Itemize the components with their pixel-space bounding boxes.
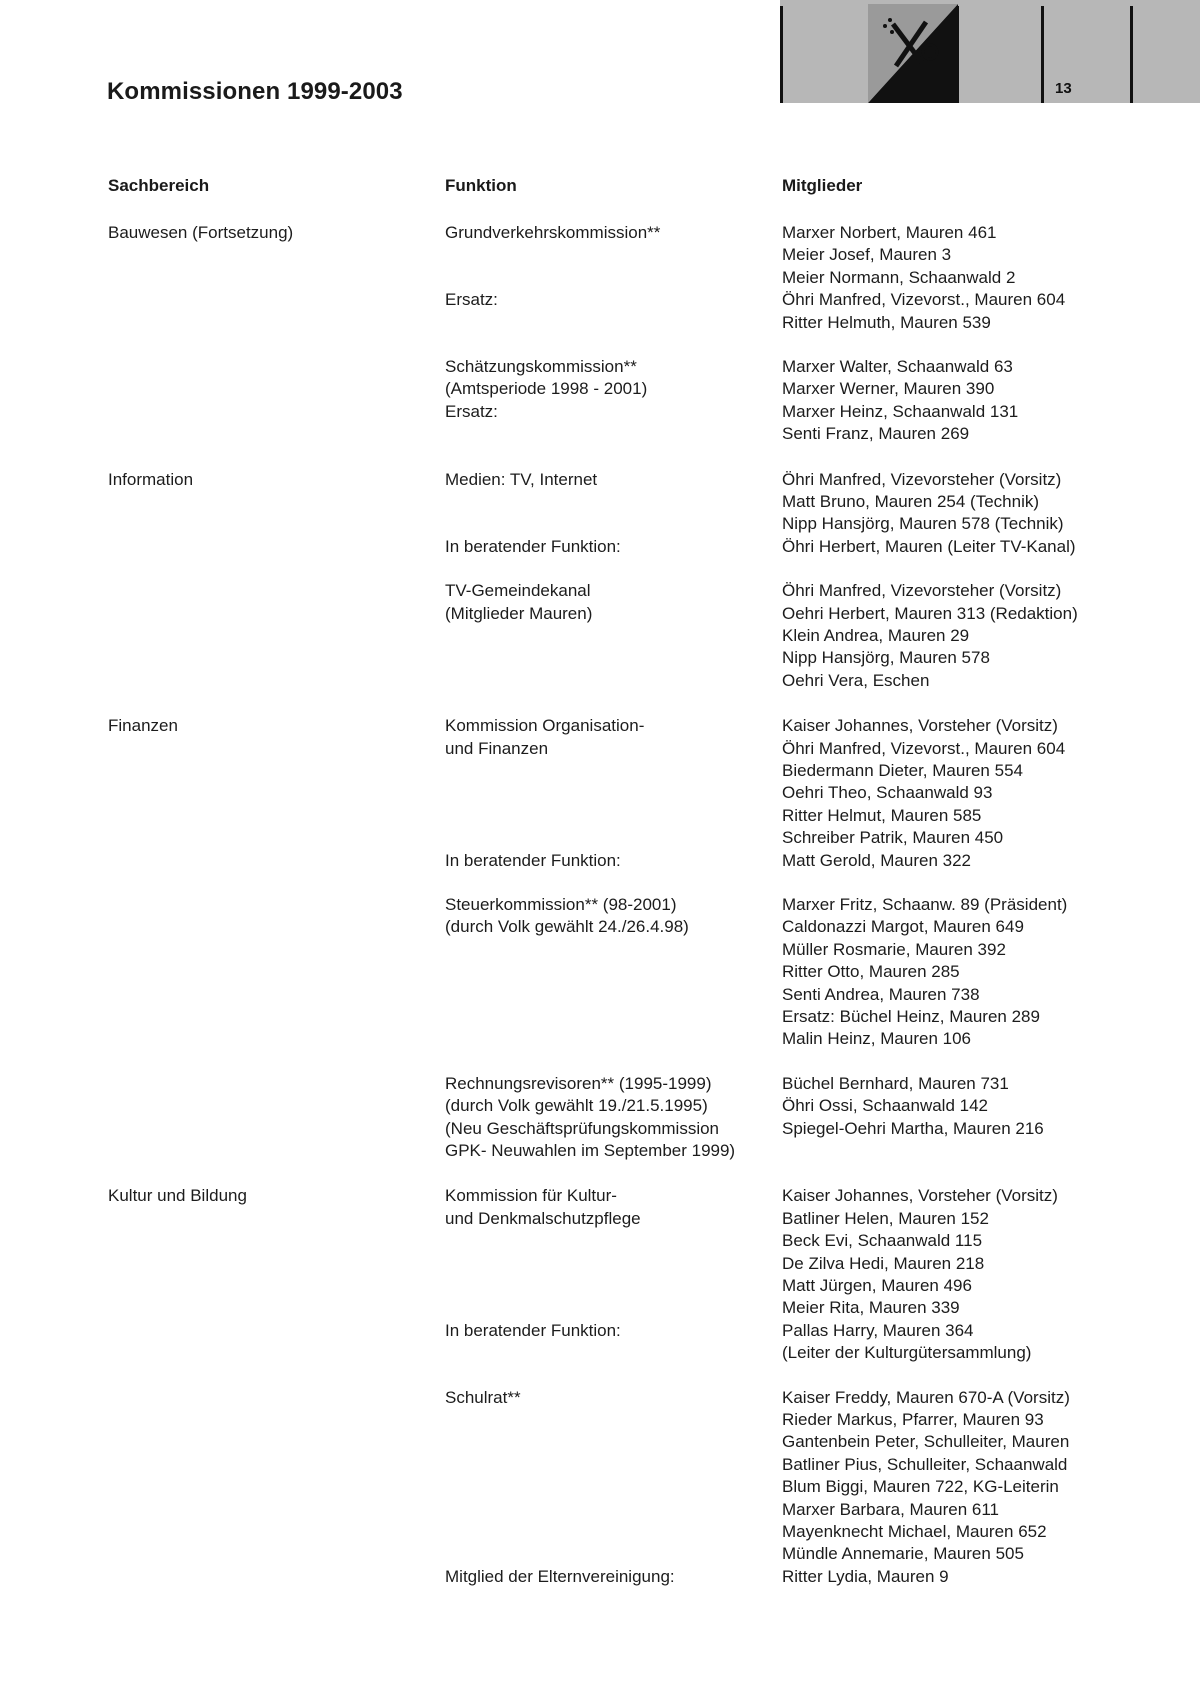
- mitglied-line: Mayenknecht Michael, Mauren 652: [782, 1521, 1047, 1541]
- funktion-line: [445, 423, 647, 445]
- mitglied-line: Öhri Herbert, Mauren (Leiter TV-Kanal): [782, 536, 1076, 556]
- mitglieder-cell: [782, 1073, 1044, 1163]
- mitglied-line: Marxer Heinz, Schaanwald 131: [782, 401, 1019, 421]
- mitglied-line: Malin Heinz, Mauren 106: [782, 1029, 971, 1049]
- funktion-line: [445, 1006, 689, 1028]
- banner-divider: [956, 6, 959, 103]
- mitglied-line: Nipp Hansjörg, Mauren 578: [782, 648, 990, 668]
- funktion-line: [445, 244, 660, 266]
- mitglied-line: Kaiser Johannes, Vorsteher (Vorsitz): [782, 1186, 1058, 1206]
- funktion-cell: [445, 715, 644, 872]
- mitglied-line: Marxer Norbert, Mauren 461: [782, 223, 997, 242]
- funktion-cell: [445, 222, 660, 334]
- funktion-line: [445, 670, 592, 692]
- funktion-line: Ersatz:: [445, 290, 498, 310]
- mitglied-line: Senti Franz, Mauren 269: [782, 424, 970, 444]
- mitglied-line: Marxer Barbara, Mauren 611: [782, 1499, 1000, 1519]
- funktion-line: [445, 760, 644, 782]
- commission-block: [0, 715, 1200, 872]
- banner-divider: [780, 6, 783, 103]
- funktion-line: [445, 805, 644, 827]
- funktion-line: [445, 961, 689, 983]
- mitglied-line: Nipp Hansjörg, Mauren 578 (Technik): [782, 514, 1064, 534]
- mitglied-line: Gantenbein Peter, Schulleiter, Mauren: [782, 1432, 1070, 1452]
- mitglied-line: Caldonazzi Margot, Mauren 649: [782, 917, 1024, 937]
- mitglied-line: Öhri Manfred, Vizevorst., Mauren 604: [782, 738, 1066, 758]
- mitglied-line: Kaiser Freddy, Mauren 670-A (Vorsitz): [782, 1387, 1070, 1407]
- funktion-line: [445, 1521, 675, 1543]
- funktion-line: [445, 1543, 675, 1565]
- commission-table: [0, 222, 1200, 1611]
- mitglied-line: Öhri Manfred, Vizevorsteher (Vorsitz): [782, 581, 1062, 601]
- mitglied-line: Kaiser Johannes, Vorsteher (Vorsitz): [782, 716, 1058, 736]
- funktion-line: [445, 1253, 641, 1275]
- sachbereich-label: Information: [108, 469, 194, 489]
- page-number: 13: [1055, 80, 1072, 97]
- mitglied-line: Batliner Helen, Mauren 152: [782, 1208, 989, 1228]
- header-mitglieder: Mitglieder: [782, 176, 863, 195]
- mitglied-line: Büchel Bernhard, Mauren 731: [782, 1073, 1009, 1093]
- mitglied-line: Meier Normann, Schaanwald 2: [782, 267, 1016, 287]
- mitglied-line: Oehri Theo, Schaanwald 93: [782, 783, 993, 803]
- mitglied-line: De Zilva Hedi, Mauren 218: [782, 1253, 985, 1273]
- page-title: Kommissionen 1999-2003: [107, 78, 403, 105]
- commission-block: [0, 1073, 1200, 1163]
- section: [0, 469, 1200, 693]
- sachbereich-label: Bauwesen (Fortsetzung): [108, 223, 294, 242]
- banner-divider: [1041, 6, 1044, 103]
- commission-block: [0, 580, 1200, 692]
- funktion-line: Schulrat**: [445, 1387, 521, 1407]
- funktion-line: Kommission für Kultur-: [445, 1186, 617, 1206]
- mitglied-line: Meier Josef, Mauren 3: [782, 245, 952, 265]
- mitglied-line: Matt Gerold, Mauren 322: [782, 850, 971, 870]
- funktion-line: und Denkmalschutzpflege: [445, 1208, 641, 1228]
- mitglied-line: Oehri Herbert, Mauren 313 (Redaktion): [782, 603, 1078, 623]
- mitglied-line: Batliner Pius, Schulleiter, Schaanwald: [782, 1454, 1068, 1474]
- mitglied-line: Marxer Werner, Mauren 390: [782, 379, 995, 399]
- funktion-line: In beratender Funktion:: [445, 1320, 621, 1340]
- funktion-line: [445, 647, 592, 669]
- mitglieder-cell: [782, 894, 1067, 1051]
- crest-icon: [868, 4, 958, 103]
- funktion-line: (Neu Geschäftsprüfungskommission: [445, 1118, 720, 1138]
- mitglieder-cell: [782, 469, 1076, 559]
- funktion-line: [445, 513, 621, 535]
- header-sachbereich: Sachbereich: [108, 176, 210, 195]
- funktion-line: (Mitglieder Mauren): [445, 603, 593, 623]
- mitglied-line: Müller Rosmarie, Mauren 392: [782, 939, 1006, 959]
- mitglied-line: Schreiber Patrik, Mauren 450: [782, 828, 1004, 848]
- funktion-line: GPK- Neuwahlen im September 1999): [445, 1140, 736, 1160]
- funktion-line: [445, 1454, 675, 1476]
- funktion-cell: [445, 356, 647, 446]
- funktion-line: [445, 939, 689, 961]
- funktion-line: [445, 827, 644, 849]
- mitglied-line: Öhri Manfred, Vizevorsteher (Vorsitz): [782, 469, 1062, 489]
- funktion-cell: [445, 1387, 675, 1589]
- funktion-line: [445, 267, 660, 289]
- funktion-line: Grundverkehrskommission**: [445, 223, 661, 242]
- commission-block: [0, 469, 1200, 559]
- mitglied-line: Marxer Fritz, Schaanw. 89 (Präsident): [782, 894, 1068, 914]
- mitglieder-cell: [782, 222, 1065, 334]
- funktion-line: (durch Volk gewählt 24./26.4.98): [445, 917, 689, 937]
- funktion-line: Ersatz:: [445, 401, 498, 421]
- funktion-line: (Amtsperiode 1998 - 2001): [445, 379, 648, 399]
- mitglied-line: Öhri Manfred, Vizevorst., Mauren 604: [782, 290, 1066, 310]
- funktion-line: Mitglied der Elternvereinigung:: [445, 1566, 675, 1586]
- banner-divider: [1130, 6, 1133, 103]
- funktion-line: [445, 625, 592, 647]
- sachbereich-label: Kultur und Bildung: [108, 1186, 247, 1206]
- commission-block: [0, 356, 1200, 446]
- funktion-line: [445, 1476, 675, 1498]
- header-funktion: Funktion: [445, 176, 517, 195]
- mitglied-line: Mündle Annemarie, Mauren 505: [782, 1544, 1024, 1564]
- funktion-cell: [445, 894, 689, 1051]
- mitglied-line: Senti Andrea, Mauren 738: [782, 984, 980, 1004]
- funktion-cell: [445, 1185, 641, 1364]
- section: [0, 222, 1200, 446]
- funktion-line: [445, 1028, 689, 1050]
- funktion-cell: [445, 1073, 735, 1163]
- mitglied-line: Öhri Ossi, Schaanwald 142: [782, 1096, 988, 1116]
- mitglied-line: [782, 1140, 1044, 1162]
- commission-block: [0, 1185, 1200, 1364]
- funktion-line: [445, 1230, 641, 1252]
- mitglied-line: Rieder Markus, Pfarrer, Mauren 93: [782, 1409, 1044, 1429]
- mitglied-line: Marxer Walter, Schaanwald 63: [782, 357, 1013, 376]
- funktion-line: [445, 491, 621, 513]
- mitglied-line: Blum Biggi, Mauren 722, KG-Leiterin: [782, 1477, 1059, 1497]
- mitglied-line: Biedermann Dieter, Mauren 554: [782, 760, 1023, 780]
- funktion-line: [445, 782, 644, 804]
- funktion-line: [445, 312, 660, 334]
- funktion-line: [445, 1431, 675, 1453]
- mitglieder-cell: [782, 580, 1078, 692]
- mitglied-line: Ersatz: Büchel Heinz, Mauren 289: [782, 1006, 1040, 1026]
- sachbereich-label: Finanzen: [108, 716, 178, 736]
- funktion-line: und Finanzen: [445, 738, 549, 758]
- funktion-cell: [445, 580, 592, 692]
- funktion-line: TV-Gemeindekanal: [445, 581, 591, 601]
- mitglied-line: Pallas Harry, Mauren 364: [782, 1320, 974, 1340]
- funktion-line: [445, 1499, 675, 1521]
- funktion-line: (durch Volk gewählt 19./21.5.1995): [445, 1096, 708, 1116]
- mitglied-line: Oehri Vera, Eschen: [782, 670, 930, 690]
- funktion-line: Steuerkommission** (98-2001): [445, 894, 677, 914]
- funktion-line: [445, 1275, 641, 1297]
- funktion-line: Kommission Organisation-: [445, 716, 645, 736]
- funktion-line: [445, 1409, 675, 1431]
- funktion-cell: [445, 469, 621, 559]
- mitglied-line: Meier Rita, Mauren 339: [782, 1298, 960, 1318]
- mitglied-line: Ritter Helmuth, Mauren 539: [782, 312, 991, 332]
- section: [0, 715, 1200, 1162]
- commission-block: [0, 222, 1200, 334]
- mitglied-line: Spiegel-Oehri Martha, Mauren 216: [782, 1118, 1044, 1138]
- mitglied-line: Matt Jürgen, Mauren 496: [782, 1275, 972, 1295]
- mitglied-line: Matt Bruno, Mauren 254 (Technik): [782, 491, 1040, 511]
- funktion-line: Rechnungsrevisoren** (1995-1999): [445, 1073, 712, 1093]
- mitglieder-cell: [782, 356, 1018, 446]
- commission-block: [0, 1387, 1200, 1589]
- funktion-line: [445, 1342, 641, 1364]
- funktion-line: [445, 1297, 641, 1319]
- funktion-line: In beratender Funktion:: [445, 536, 621, 556]
- commission-block: [0, 894, 1200, 1051]
- mitglied-line: Ritter Otto, Mauren 285: [782, 962, 960, 982]
- funktion-line: Schätzungskommission**: [445, 357, 637, 376]
- mitglied-line: Beck Evi, Schaanwald 115: [782, 1231, 983, 1251]
- section: [0, 1185, 1200, 1588]
- mitglieder-cell: [782, 1387, 1070, 1589]
- mitglied-line: Klein Andrea, Mauren 29: [782, 625, 970, 645]
- mitglied-line: Ritter Helmut, Mauren 585: [782, 805, 982, 825]
- mitglieder-cell: [782, 1185, 1058, 1364]
- mitglied-line: Ritter Lydia, Mauren 9: [782, 1566, 949, 1586]
- funktion-line: [445, 984, 689, 1006]
- mitglied-line: (Leiter der Kulturgütersammlung): [782, 1343, 1032, 1363]
- funktion-line: Medien: TV, Internet: [445, 469, 598, 489]
- header-banner: [780, 0, 1200, 103]
- funktion-line: In beratender Funktion:: [445, 850, 621, 870]
- mitglieder-cell: [782, 715, 1065, 872]
